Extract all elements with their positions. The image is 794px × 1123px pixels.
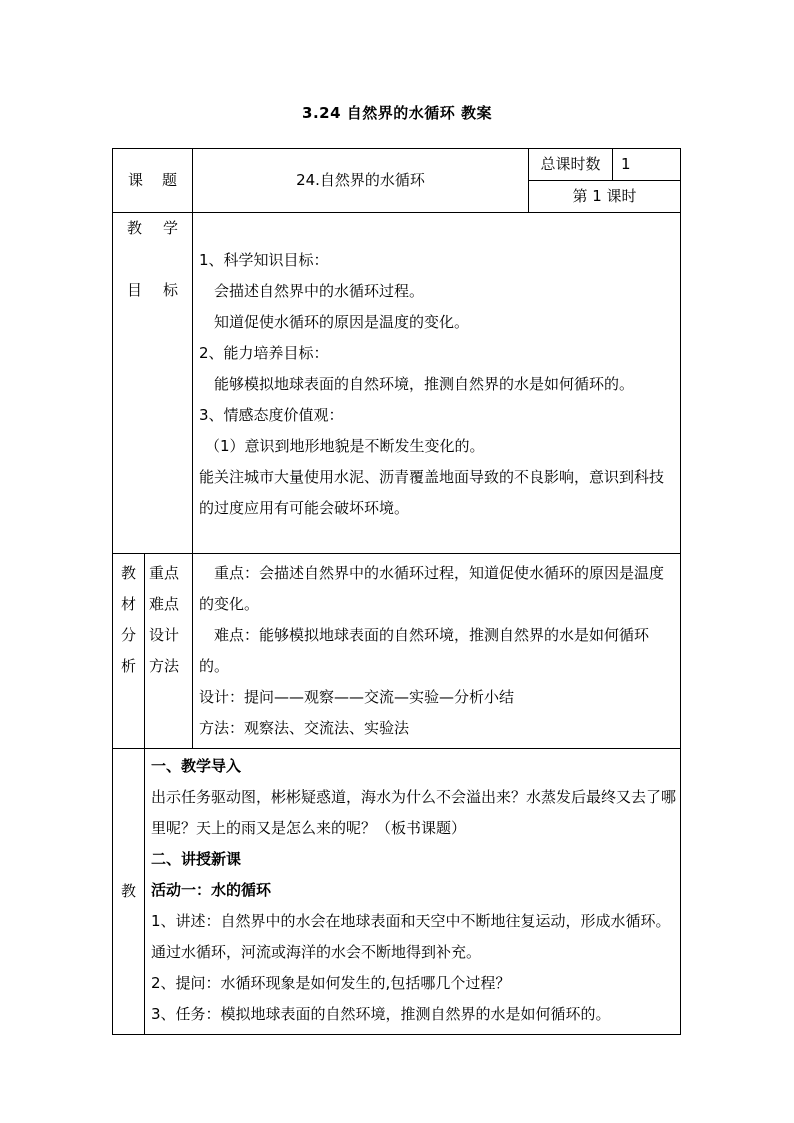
objectives-content [193, 213, 681, 554]
objectives-label-char-1: 教 [127, 219, 143, 237]
topic-label-char-2: 题 [162, 171, 178, 189]
objective-heading-ability: 2、能力培养目标： [199, 344, 329, 362]
analysis-label-char: 析 [120, 657, 136, 675]
objectives-label-char-4: 标 [162, 281, 178, 299]
sub-label-method: 方法 [149, 657, 180, 675]
process-label-cell [113, 749, 145, 1035]
objective-heading-attitude: 3、情感态度价值观： [199, 406, 344, 424]
topic-label [113, 149, 193, 213]
objective-heading-knowledge: 1、科学知识目标： [199, 251, 329, 269]
objectives-label [113, 213, 193, 554]
key-point-text: 重点：会描述自然界中的水循环过程，知道促使水循环的原因是温度的变化。 [199, 564, 665, 613]
page-title: 3.24 自然界的水循环 教案 [302, 104, 492, 122]
objective-line: 知道促使水循环的原因是温度的变化。 [214, 313, 470, 331]
process-item-2: 2、提问：水循环现象是如何发生的,包括哪几个过程？ [151, 974, 511, 992]
topic-value: 24.自然界的水循环 [193, 149, 529, 213]
method-text: 方法：观察法、交流法、实验法 [199, 719, 410, 737]
process-item-1: 1、讲述：自然界中的水会在地球表面和天空中不断地往复运动，形成水循环。通过水循环，河流或海洋的水会不断地得到补充。 [151, 912, 671, 961]
analysis-label [113, 554, 145, 749]
sub-label-difficult: 难点 [149, 595, 180, 613]
intro-heading: 一、教学导入 [151, 757, 242, 775]
analysis-label-char: 材 [120, 595, 136, 613]
objectives-label-char-3: 目 [127, 281, 143, 299]
topic-label-char-1: 课 [127, 171, 143, 189]
objective-line: 能关注城市大量使用水泥、沥青覆盖地面导致的不良影响，意识到科技的过度应用有可能会破坏环境。 [199, 468, 665, 517]
intro-text: 出示任务驱动图，彬彬疑惑道，海水为什么不会溢出来？水蒸发后最终又去了哪里呢？天上的雨又是怎么来的呢？（板书课题） [151, 788, 677, 837]
objective-line: （1）意识到地形地貌是不断发生变化的。 [205, 437, 485, 455]
design-text: 设计：提问——观察——交流—实验—分析小结 [199, 688, 515, 706]
analysis-content [193, 554, 681, 749]
objective-line: 能够模拟地球表面的自然环境，推测自然界的水是如何循环的。 [214, 375, 635, 393]
total-hours-label: 总课时数 [529, 149, 613, 181]
process-item-3: 3、任务：模拟地球表面的自然环境，推测自然界的水是如何循环的。 [151, 1005, 611, 1023]
objective-line: 会描述自然界中的水循环过程。 [214, 282, 425, 300]
analysis-label-char: 分 [120, 626, 136, 644]
analysis-sub-labels [145, 554, 193, 749]
sub-label-design: 设计 [149, 626, 180, 644]
process-content [145, 749, 681, 1035]
activity-heading: 活动一：水的循环 [151, 881, 272, 899]
lesson-plan-table [112, 148, 681, 1035]
total-hours-value: 1 [613, 149, 681, 181]
analysis-label-char: 教 [120, 564, 136, 582]
difficult-point-text: 难点：能够模拟地球表面的自然环境，推测自然界的水是如何循环的。 [199, 626, 650, 675]
new-lesson-heading: 二、讲授新课 [151, 850, 242, 868]
objectives-label-char-2: 学 [162, 219, 178, 237]
period-cell: 第 1 课时 [529, 181, 681, 213]
process-label: 教 [120, 882, 136, 900]
sub-label-key: 重点 [149, 564, 180, 582]
